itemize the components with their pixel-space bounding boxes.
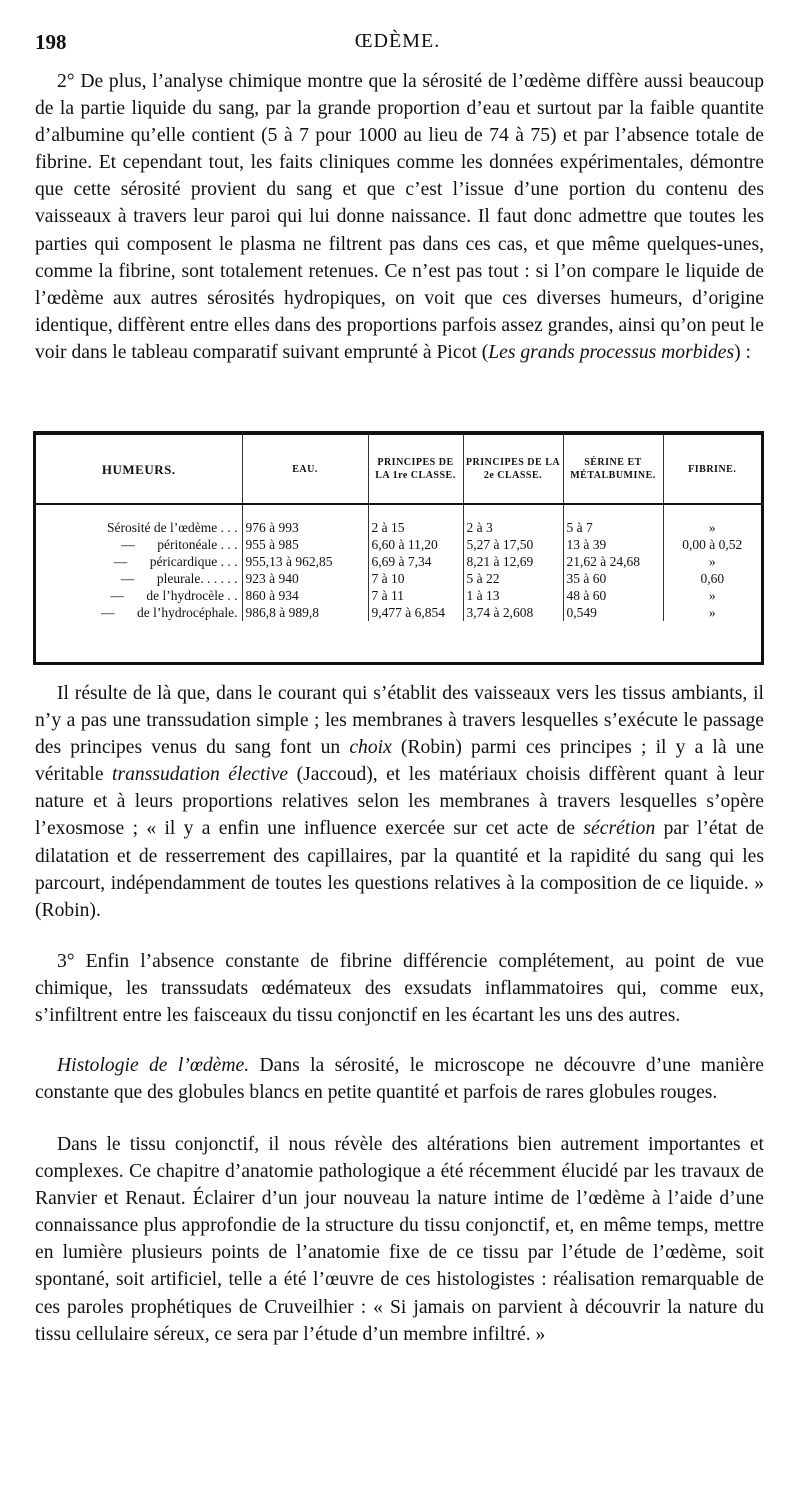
italic-transsudation: transsudation élective	[112, 764, 289, 786]
row-serine: 5 à 7	[563, 519, 663, 536]
running-title: ŒDÈME.	[354, 30, 441, 52]
table-row	[36, 553, 761, 570]
table-header-row	[36, 435, 761, 504]
citation-title: Les grands processus morbides	[488, 341, 735, 363]
row-principes-1: 7 à 11	[368, 587, 463, 604]
row-principes-2: 5 à 22	[463, 570, 563, 587]
row-serine: 35 à 60	[563, 570, 663, 587]
comparison-table	[33, 431, 764, 665]
table-row	[36, 604, 761, 621]
row-eau: 955,13 à 962,85	[242, 553, 368, 570]
row-principes-1: 2 à 15	[368, 519, 463, 536]
row-fibrine: »	[663, 587, 761, 604]
header-fibrine: FIBRINE.	[663, 435, 761, 504]
row-humeur: — de l’hydrocèle . .	[110, 587, 238, 603]
row-fibrine: »	[663, 604, 761, 621]
table-row	[36, 536, 761, 553]
section-heading-histologie: Histologie de l’œdème.	[57, 1055, 250, 1076]
row-eau: 860 à 934	[242, 587, 368, 604]
row-humeur: — péritonéale . . .	[121, 536, 238, 552]
italic-secretion: sécrétion	[583, 818, 656, 840]
paragraph-analysis	[35, 68, 764, 366]
row-principes-1: 9,477 à 6,854	[368, 604, 463, 621]
paragraph-tissu-conjonctif: Dans le tissu conjonctif, il nous révèle des altérations bien autrement importantes et complexes. Ce chapitre d’anatomie pathologique a été récemment élucidé par les travaux de Ranvier et Renaut. Éclairer d’un jour nouveau la nature intime de l’œdème à l’aide d’une connaissance plus approfondie de la structure du tissu conjonctif, et, en même temps, mettre en lumière plusieurs points de l’anatomie fixe de ce tissu par l’étude de l’œdème, soit spontané, soit artificiel, telle a été l’œuvre de ces histologistes : réalisation remarquable de ces paroles prophétiques de Cruveilhier : « Si jamais on parvient à découvrir la nature du tissu cellulaire séreux, ce sera par l’étude d’un membre infiltré. »	[35, 1134, 764, 1345]
row-principes-1: 6,69 à 7,34	[368, 553, 463, 570]
row-humeur: — pleurale. . . . . .	[120, 570, 238, 586]
row-serine: 21,62 à 24,68	[563, 553, 663, 570]
row-humeur: Sérosité de l’œdème . . .	[107, 519, 238, 535]
row-eau: 976 à 993	[242, 519, 368, 536]
row-principes-2: 8,21 à 12,69	[463, 553, 563, 570]
italic-choix: choix	[349, 737, 392, 759]
row-principes-2: 3,74 à 2,608	[463, 604, 563, 621]
row-humeur: — péricardique . . .	[113, 553, 238, 569]
paragraph-analysis-text: 2° De plus, l’analyse chimique montre que la sérosité de l’œdème diffère aussi beaucoup de la partie liquide du sang, par la grande proportion d’eau et surtout par la faible quantite d’albumine qu’elle contient (5 à 7 pour 1000 au lieu de 74 à 75) et par l’absence totale de fibrine. Et cependant tout, les faits cliniques comme les données expérimentales, démontre que cette sérosité provient du sang et que c’est l’issue d’une portion du contenu des vaisseaux à travers leur paroi qui lui donne naissance. Il faut donc admettre que toutes les parties qui composent le plasma ne filtrent pas dans ces cas, et que même quelques-unes, comme la fibrine, sont totalement retenues. Ce n’est pas tout : si l’on compare le liquide de l’œdème aux autres sérosités hydropiques, on voit que ces diverses humeurs, d’origine identique, diffèrent entre elles dans des proportions parfois assez grandes, ainsi qu’on peut le voir dans le tableau comparatif suivant emprunté à Picot (	[35, 71, 764, 363]
row-serine: 13 à 39	[563, 536, 663, 553]
row-fibrine: 0,60	[663, 570, 761, 587]
header-principes-1: PRINCIPES DE LA 1re CLASSE.	[368, 435, 463, 504]
header-humeurs: HUMEURS.	[101, 461, 176, 477]
row-serine: 48 à 60	[563, 587, 663, 604]
table-row	[36, 519, 761, 536]
row-principes-2: 1 à 13	[463, 587, 563, 604]
paragraph-fibrine: 3° Enfin l’absence constante de fibrine différencie complétement, au point de vue chimique, les transsudats œdémateux des exsudats inflammatoires qui, comme eux, s’infiltrent entre les faisceaux du tissu conjonctif en les écartant les uns des autres.	[35, 951, 764, 1027]
row-eau: 955 à 985	[242, 536, 368, 553]
row-principes-2: 5,27 à 17,50	[463, 536, 563, 553]
paragraph-histologie: Histologie de l’œdème. Dans la sérosité, le microscope ne découvre d’une manière constante que des globules blancs en petite quantité et parfois de rares globules rouges.	[35, 1055, 764, 1104]
table-row	[36, 587, 761, 604]
row-eau: 986,8 à 989,8	[242, 604, 368, 621]
header-serine: SÉRINE ET MÉTALBUMINE.	[563, 435, 663, 504]
row-fibrine: »	[663, 519, 761, 536]
table-row	[36, 570, 761, 587]
paragraph-analysis-end: ) :	[734, 341, 751, 363]
header-principes-2: PRINCIPES DE LA 2e CLASSE.	[463, 435, 563, 504]
row-humeur: — de l’hydrocéphale.	[101, 604, 238, 620]
row-principes-2: 2 à 3	[463, 519, 563, 536]
paragraph-transsudation: Il résulte de là que, dans le courant qui s’établit des vaisseaux vers les tissus ambiants, il n’y a pas une transsudation simple ; les membranes à travers lesquelles s’exécute le passage des principes venus du sang font un choix (Robin) parmi ces principes ; il y a là une véritable transsudation élective (Jaccoud), et les matériaux choisis diffèrent quant à leur nature et à leurs proportions relatives selon les membranes à travers lesquelles s’opère l’exosmose ; « il y a enfin une influence exercée sur cet acte de sécrétion par l’état de dilatation et de resserrement des capillaires, par la quantité et la rapidité du sang qui les parcourt, indépendamment de toutes les questions relatives à la composition de ce liquide. » (Robin).	[35, 683, 764, 921]
row-principes-1: 7 à 10	[368, 570, 463, 587]
row-fibrine: 0,00 à 0,52	[663, 536, 761, 553]
page-number: 198	[35, 30, 67, 54]
row-eau: 923 à 940	[242, 570, 368, 587]
row-principes-1: 6,60 à 11,20	[368, 536, 463, 553]
row-serine: 0,549	[563, 604, 663, 621]
header-eau: EAU.	[242, 435, 368, 504]
row-fibrine: »	[663, 553, 761, 570]
page-header	[35, 30, 760, 54]
